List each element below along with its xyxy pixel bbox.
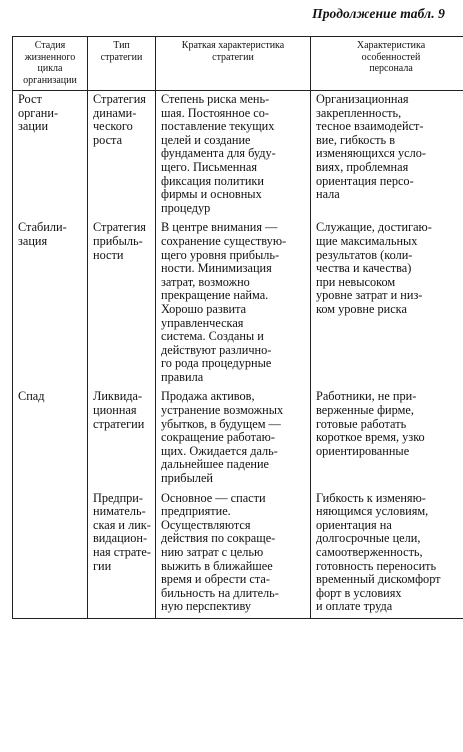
cell-strategy-type: Стратегия прибыль- ности — [88, 219, 156, 388]
cell-stage — [13, 490, 88, 619]
header-strategy-description: Краткая характеристика стратегии — [156, 37, 311, 91]
cell-stage: Стабили- зация — [13, 219, 88, 388]
table-row — [13, 91, 463, 220]
table-header-row — [13, 37, 463, 91]
table-row — [13, 490, 463, 619]
cell-personnel: Гибкость к изменяю- няющимся условиям, ориентация на долгосрочные цели, самоотверженность, готовность переносить временный дискомфорт форт в условиях и оплате труда — [311, 490, 463, 619]
cell-description: Основное — спасти предприятие. Осуществляются действия по сокраще- нию затрат с целью выжить в ближайшее время и обрести ста- бильность на длитель- ную перспективу — [156, 490, 311, 619]
strategy-table — [12, 36, 463, 619]
cell-personnel: Организационная закрепленность, тесное взаимодейст- вие, гибкость в изменяющихся усло- виях, проблемная ориентация персо- нала — [311, 91, 463, 220]
table-row — [13, 219, 463, 388]
table-row — [13, 388, 463, 489]
cell-stage: Рост органи- зации — [13, 91, 88, 220]
header-personnel-features: Характеристика особенностей персонала — [311, 37, 463, 91]
table-continuation-caption: Продолжение табл. 9 — [312, 6, 445, 21]
cell-strategy-type: Предпри- ниматель- ская и лик- видацион- ная страте- гии — [88, 490, 156, 619]
cell-strategy-type: Ликвида- ционная стратегии — [88, 388, 156, 489]
cell-description: Продажа активов, устранение возможных убытков, в будущем — сокращение работаю- щих. Ожидается даль- дальнейшее падение прибылей — [156, 388, 311, 489]
cell-description: Степень риска мень- шая. Постоянное со- поставление текущих целей и создание фундамента для буду- щего. Письменная фиксация политики фирмы и основных процедур — [156, 91, 311, 220]
cell-stage: Спад — [13, 388, 88, 489]
cell-description: В центре внимания — сохранение существую- щего уровня прибыль- ности. Минимизация затрат, возможно прекращение найма. Хорошо развита управленческая система. Созданы и действуют различно- го рода процедурные правила — [156, 219, 311, 388]
cell-personnel: Работники, не при- верженные фирме, готовые работать короткое время, узко ориентированные — [311, 388, 463, 489]
cell-strategy-type: Стратегия динами- ческого роста — [88, 91, 156, 220]
header-strategy-type: Тип стратегии — [88, 37, 156, 91]
header-lifecycle-stage: Стадия жизненного цикла организации — [13, 37, 88, 91]
cell-personnel: Служащие, достигаю- щие максимальных результатов (коли- чества и качества) при невысоком уровне затрат и низ- ком уровне риска — [311, 219, 463, 388]
